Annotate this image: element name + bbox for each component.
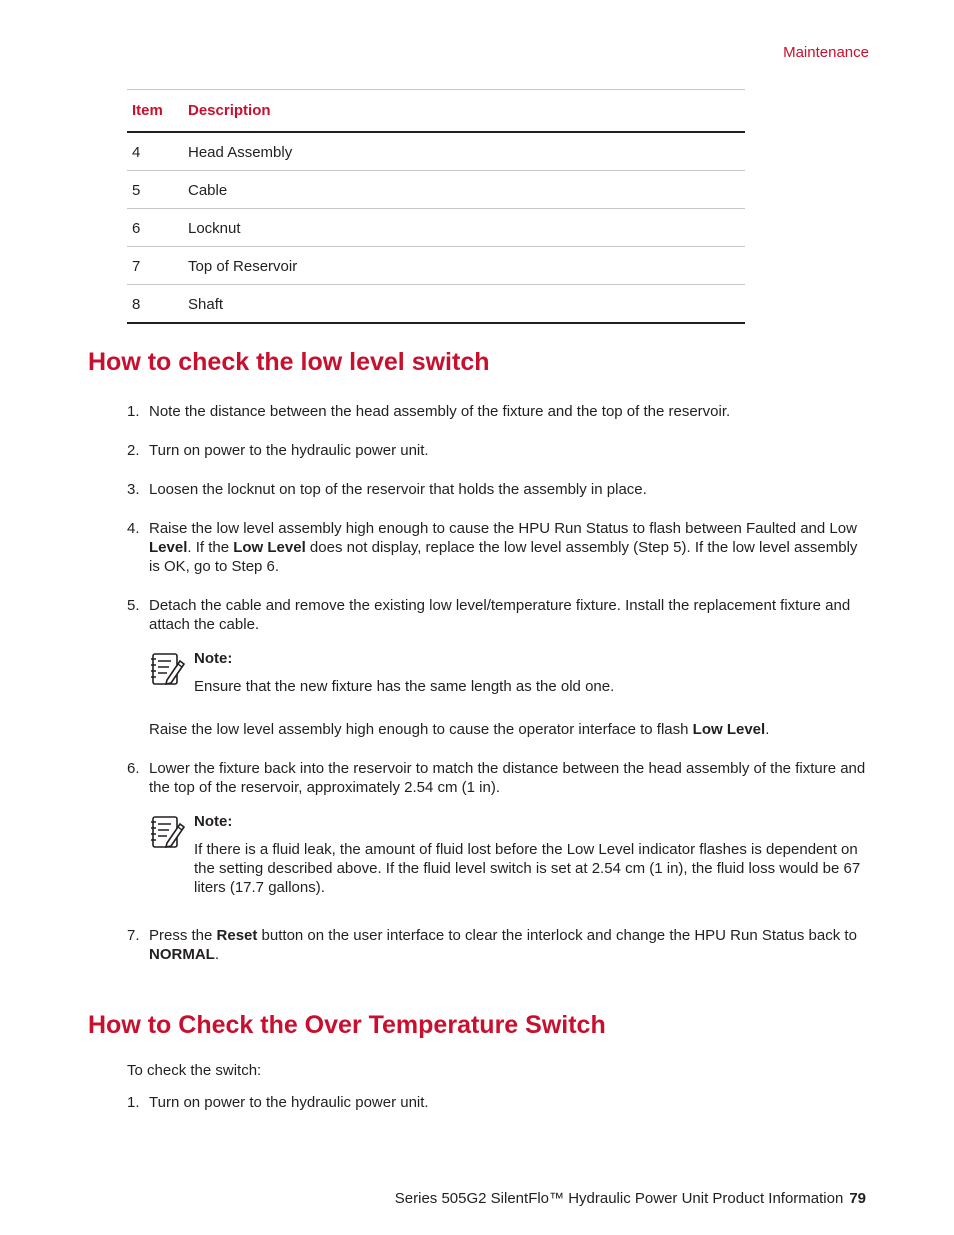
step-5 bbox=[127, 596, 869, 634]
item-cell: 6 bbox=[127, 209, 183, 247]
page-footer bbox=[395, 1189, 866, 1208]
section-heading-over-temperature-switch: How to Check the Over Temperature Switch bbox=[88, 1011, 606, 1039]
footer-title: Series 505G2 SilentFlo™ Hydraulic Power Unit Product Information bbox=[394, 1190, 844, 1207]
step-6 bbox=[127, 759, 869, 797]
step-3 bbox=[127, 480, 869, 499]
table-row bbox=[127, 132, 745, 171]
description-cell: Cable bbox=[183, 171, 745, 209]
step-text: Note the distance between the head assembly of the fixture and the top of the reservoir. bbox=[149, 403, 731, 420]
step-text: Raise the low level assembly high enough to cause the HPU Run Status to flash between Faulted and Low Level. If the Low Level does not display, replace the low level assembly (Step 5). If the low level assembly is OK, go to Step 6. bbox=[149, 520, 858, 575]
step-text: Lower the fixture back into the reservoir to match the distance between the head assembly of the fixture and the top of the reservoir, approximately 2.54 cm (1 in). bbox=[149, 760, 866, 796]
page-number: 79 bbox=[849, 1190, 866, 1207]
description-cell: Top of Reservoir bbox=[183, 247, 745, 285]
note-label: Note: bbox=[194, 813, 233, 830]
column-header-description: Description bbox=[183, 90, 745, 133]
description-cell: Head Assembly bbox=[183, 132, 745, 171]
running-header: Maintenance bbox=[783, 44, 869, 61]
note-pencil-icon bbox=[149, 649, 187, 687]
note-text: Ensure that the new fixture has the same length as the old one. bbox=[194, 678, 615, 695]
description-cell: Locknut bbox=[183, 209, 745, 247]
column-header-item: Item bbox=[127, 90, 183, 133]
bold-term: Level bbox=[149, 539, 188, 556]
step-text: Press the Reset button on the user interface to clear the interlock and change the HPU Run Status back to NORMAL. bbox=[149, 927, 857, 963]
step-5-continuation: Raise the low level assembly high enough to cause the operator interface to flash Low Level. bbox=[149, 721, 770, 738]
step-1 bbox=[127, 1093, 869, 1112]
section-intro: To check the switch: bbox=[127, 1062, 262, 1079]
step-number: 4. bbox=[127, 520, 140, 537]
table-row bbox=[127, 285, 745, 324]
item-cell: 8 bbox=[127, 285, 183, 324]
step-number: 1. bbox=[127, 1094, 140, 1111]
note-label: Note: bbox=[194, 650, 233, 667]
step-number: 5. bbox=[127, 597, 140, 614]
description-cell: Shaft bbox=[183, 285, 745, 324]
step-text: Detach the cable and remove the existing low level/temperature fixture. Install the replacement fixture and attach the cable. bbox=[149, 597, 851, 633]
step-4 bbox=[127, 519, 869, 576]
step-1 bbox=[127, 402, 869, 421]
step-7 bbox=[127, 926, 869, 964]
item-description-table bbox=[127, 89, 745, 324]
step-number: 6. bbox=[127, 760, 140, 777]
note-text: If there is a fluid leak, the amount of fluid lost before the Low Level indicator flashes is dependent on the setting described above. If the fluid level switch is set at 2.54 cm (1 in), the fluid loss would be 67 liters (17.7 gallons). bbox=[194, 841, 861, 896]
table-header-row bbox=[127, 90, 745, 133]
bold-term: Low Level bbox=[233, 539, 306, 556]
section-heading-low-level-switch: How to check the low level switch bbox=[88, 348, 490, 376]
table-row bbox=[127, 209, 745, 247]
step-number: 7. bbox=[127, 927, 140, 944]
step-number: 3. bbox=[127, 481, 140, 498]
item-cell: 7 bbox=[127, 247, 183, 285]
bold-term: Reset bbox=[216, 927, 258, 944]
step-2 bbox=[127, 441, 869, 460]
step-text: Loosen the locknut on top of the reservoir that holds the assembly in place. bbox=[149, 481, 647, 498]
note-pencil-icon bbox=[149, 812, 187, 850]
bold-term: Low Level bbox=[692, 721, 766, 738]
step-number: 1. bbox=[127, 403, 140, 420]
step-text: Turn on power to the hydraulic power unit. bbox=[149, 1094, 429, 1111]
item-cell: 4 bbox=[127, 132, 183, 171]
step-number: 2. bbox=[127, 442, 140, 459]
item-cell: 5 bbox=[127, 171, 183, 209]
step-text: Turn on power to the hydraulic power unit. bbox=[149, 442, 429, 459]
table-row bbox=[127, 247, 745, 285]
bold-term: NORMAL bbox=[149, 946, 215, 963]
table-row bbox=[127, 171, 745, 209]
